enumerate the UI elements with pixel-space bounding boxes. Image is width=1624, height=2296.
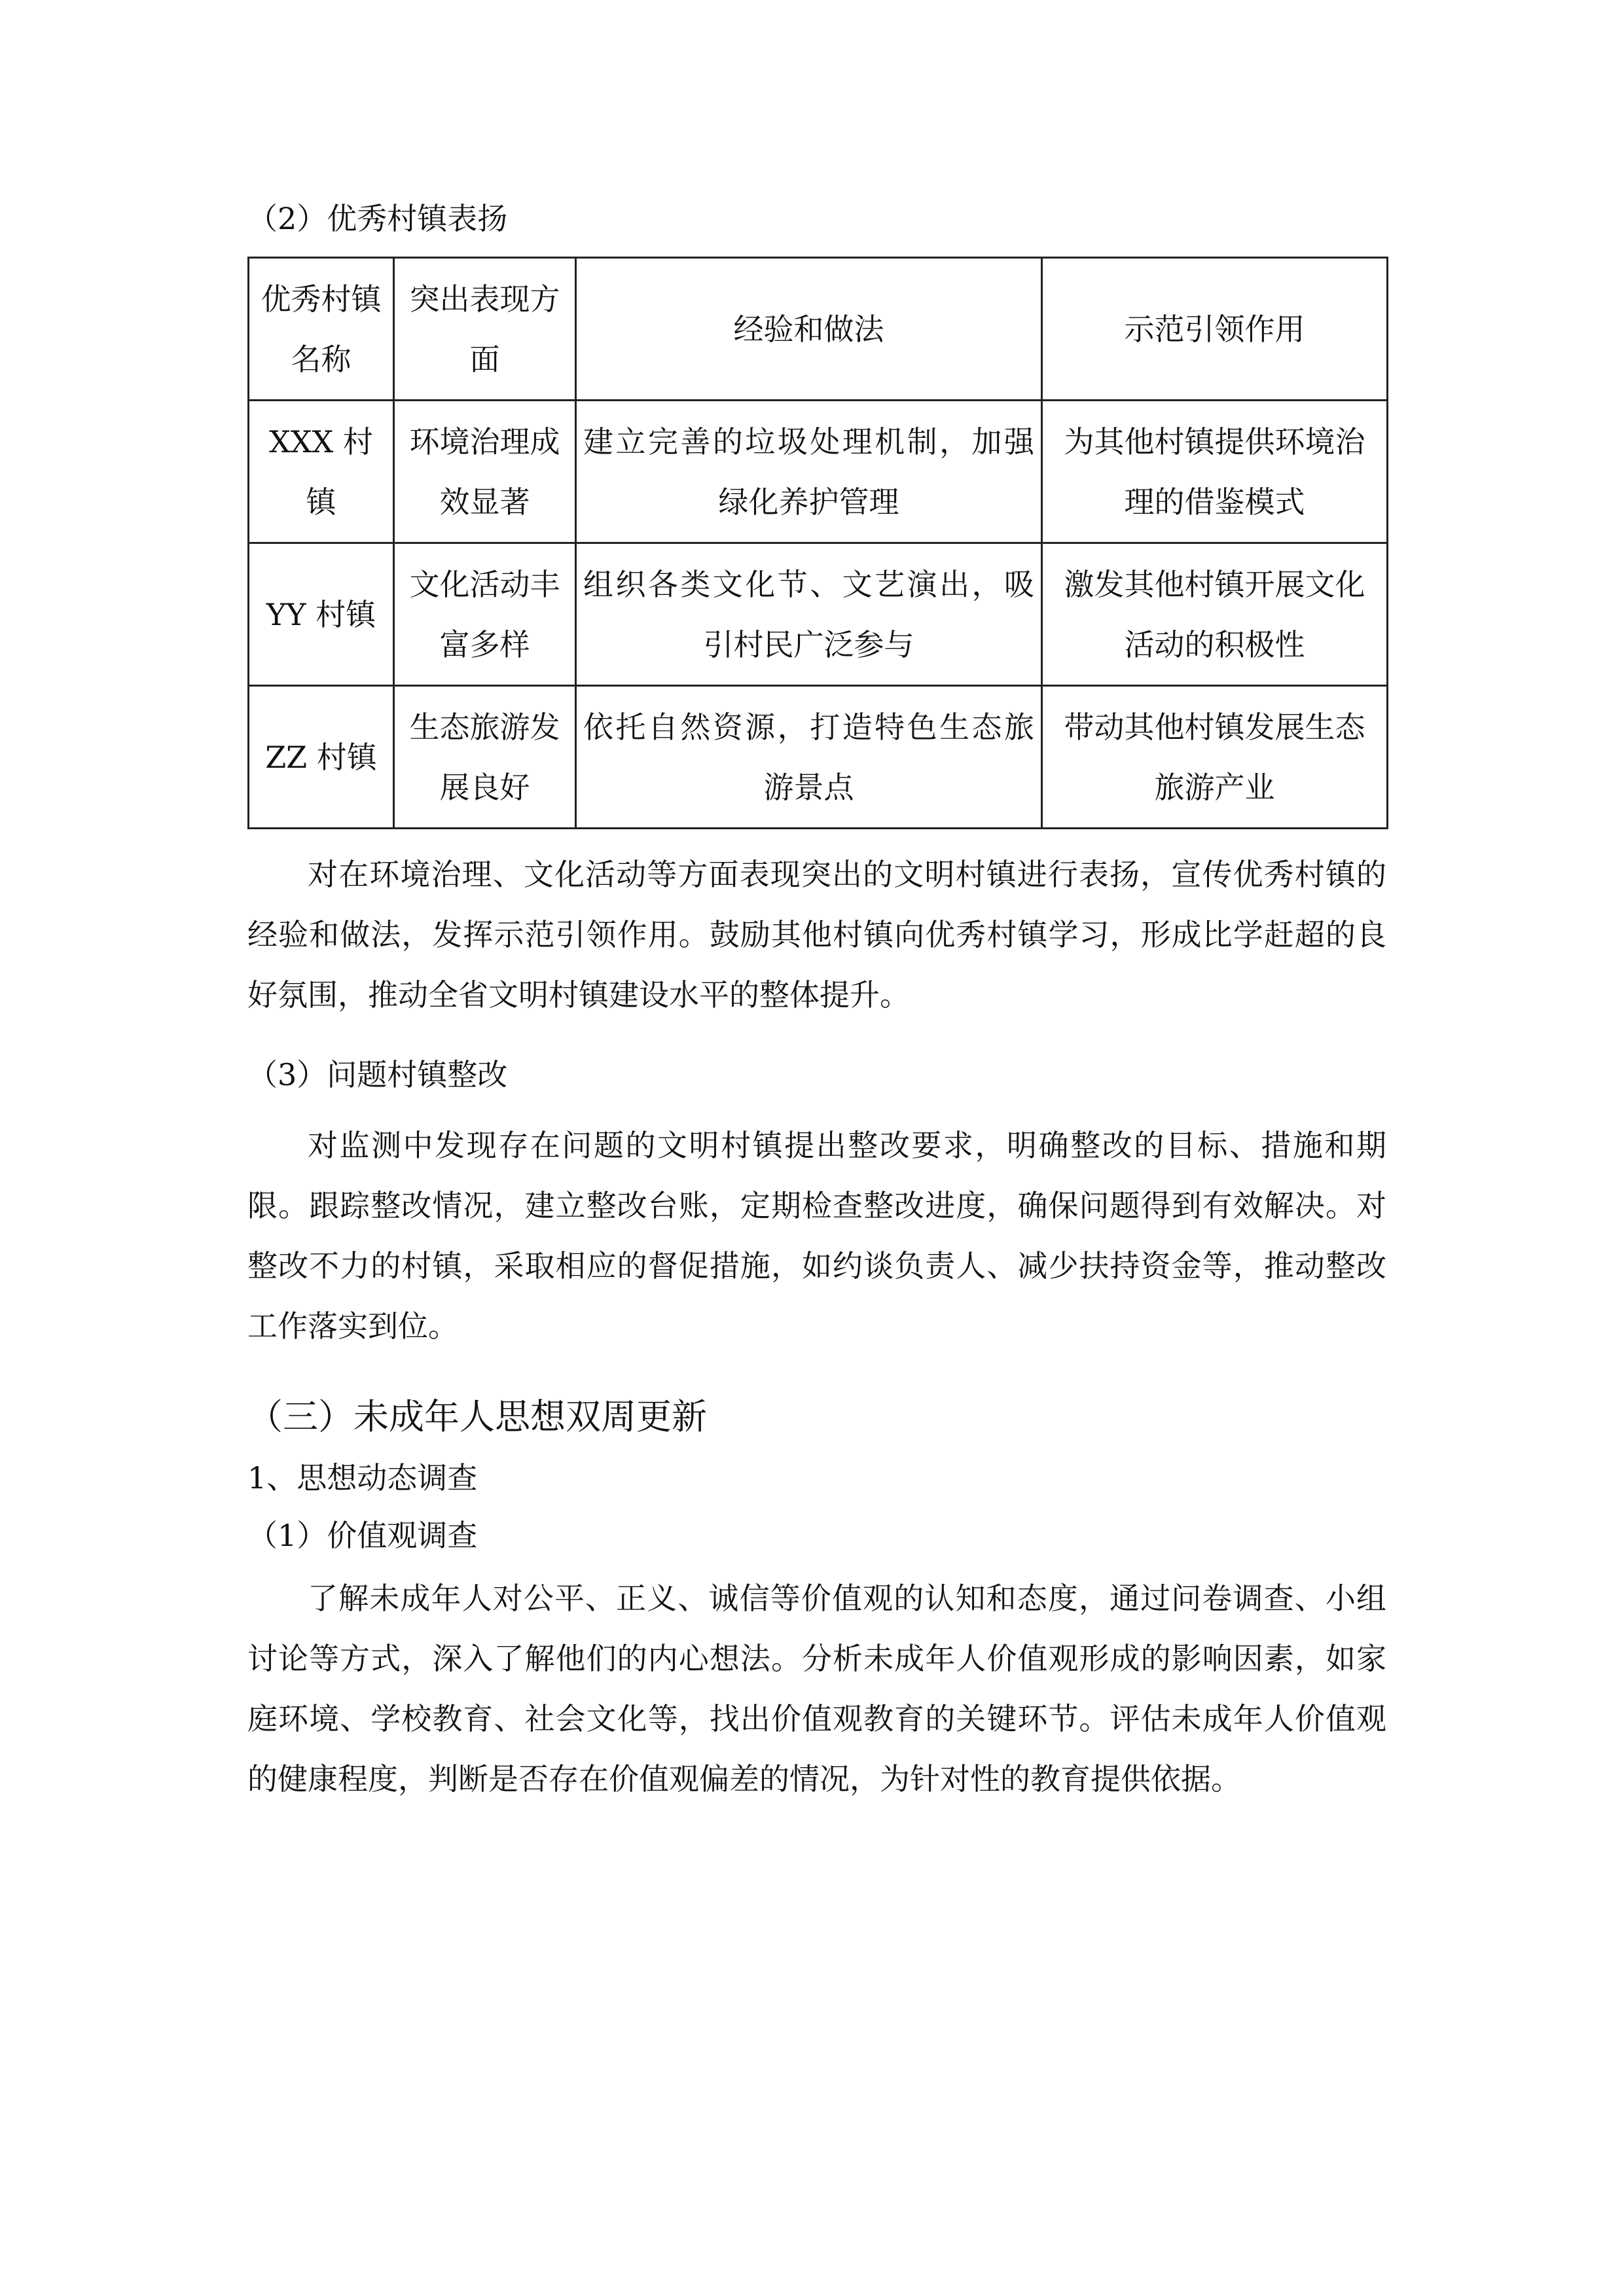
table-cell-experience: 组织各类文化节、文艺演出，吸引村民广泛参与 (576, 543, 1042, 686)
table-cell-aspect: 生态旅游发展良好 (394, 686, 576, 829)
table-header-row (249, 258, 1388, 401)
table-cell-village: ZZ 村镇 (249, 686, 394, 829)
table-cell-role: 带动其他村镇发展生态旅游产业 (1042, 686, 1388, 829)
table-header-cell: 经验和做法 (576, 258, 1042, 401)
excellent-villages-paragraph: 对在环境治理、文化活动等方面表现突出的文明村镇进行表扬，宣传优秀村镇的经验和做法，发挥示范引领作用。鼓励其他村镇向优秀村镇学习，形成比学赶超的良好氛围，推动全省文明村镇建设水平的整体提升。 (247, 857, 1386, 1013)
table-row (249, 543, 1388, 686)
table-cell-role: 激发其他村镇开展文化活动的积极性 (1042, 543, 1388, 686)
chapter-title-minors: （三）未成年人思想双周更新 (247, 1396, 707, 1437)
table-cell-village: YY 村镇 (249, 543, 394, 686)
rectification-paragraph: 对监测中发现存在问题的文明村镇提出整改要求，明确整改的目标、措施和期限。跟踪整改情况，建立整改台账，定期检查整改进度，确保问题得到有效解决。对整改不力的村镇，采取相应的督促措施，如约谈负责人、减少扶持资金等，推动整改工作落实到位。 (247, 1128, 1386, 1344)
table-cell-experience: 依托自然资源，打造特色生态旅游景点 (576, 686, 1042, 829)
table-cell-experience: 建立完善的垃圾处理机制，加强绿化养护管理 (576, 401, 1042, 543)
subsection-title-survey: 1、思想动态调查 (247, 1460, 478, 1496)
table-header-cell: 优秀村镇名称 (249, 258, 394, 401)
section-title-excellent-villages: （2）优秀村镇表扬 (247, 201, 508, 236)
table-cell-aspect: 文化活动丰富多样 (394, 543, 576, 686)
table-row (249, 686, 1388, 829)
table-cell-aspect: 环境治理成效显著 (394, 401, 576, 543)
values-survey-paragraph: 了解未成年人对公平、正义、诚信等价值观的认知和态度，通过问卷调查、小组讨论等方式，深入了解他们的内心想法。分析未成年人价值观形成的影响因素，如家庭环境、学校教育、社会文化等，找出价值观教育的关键环节。评估未成年人价值观的健康程度，判断是否存在价值观偏差的情况，为针对性的教育提供依据。 (247, 1581, 1386, 1797)
excellent-villages-table (247, 257, 1388, 829)
table-header-cell: 突出表现方面 (394, 258, 576, 401)
table-cell-role: 为其他村镇提供环境治理的借鉴模式 (1042, 401, 1388, 543)
table-header-cell: 示范引领作用 (1042, 258, 1388, 401)
section-title-rectification: （3）问题村镇整改 (247, 1057, 508, 1092)
table-row (249, 401, 1388, 543)
table-cell-village: XXX 村镇 (249, 401, 394, 543)
section-title-values-survey: （1）价值观调查 (247, 1518, 478, 1553)
